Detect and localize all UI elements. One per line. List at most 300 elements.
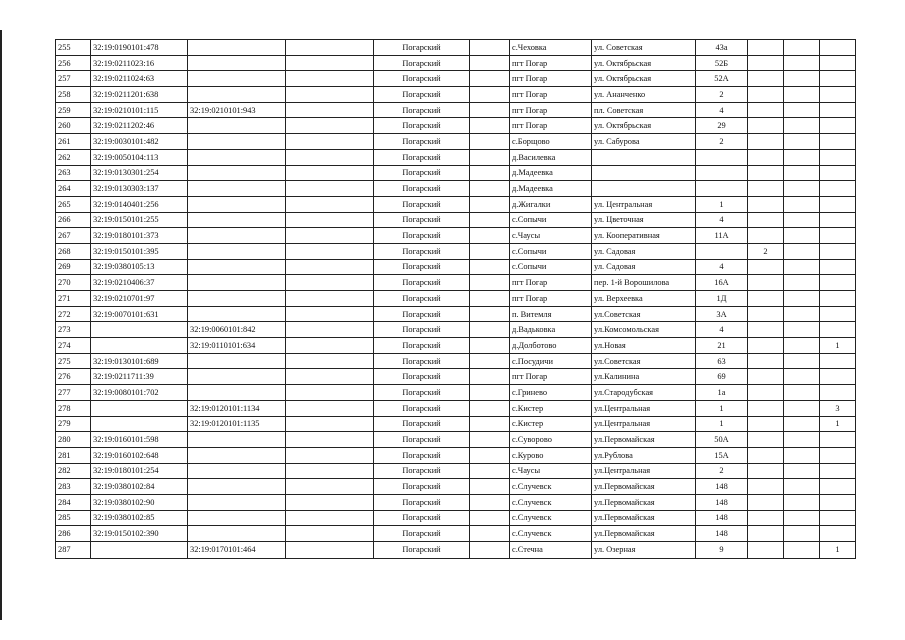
row-number-cell: 264 [56,181,91,197]
count-cell-c [820,494,856,510]
table-row [56,306,856,322]
empty-cell [470,322,510,338]
district-cell: Погарский [374,510,470,526]
cadastral-number-cell: 32:19:0211711:39 [91,369,188,385]
cadastral-number-alt-cell [188,118,286,134]
count-cell-b [784,228,820,244]
count-cell-b [784,306,820,322]
row-number-cell: 263 [56,165,91,181]
table-row [56,369,856,385]
table-row [56,385,856,401]
count-cell-a [748,369,784,385]
settlement-cell: с.Суворово [510,432,592,448]
settlement-cell: с.Кистер [510,416,592,432]
house-number-cell [696,165,748,181]
empty-cell [470,526,510,542]
table-body [56,40,856,559]
count-cell-b [784,291,820,307]
settlement-cell: с.Сопычи [510,212,592,228]
empty-cell [286,259,374,275]
house-number-cell: 16А [696,275,748,291]
empty-cell [470,385,510,401]
empty-cell [470,134,510,150]
count-cell-a [748,196,784,212]
settlement-cell: с.Гринево [510,385,592,401]
cadastral-number-alt-cell [188,40,286,56]
cadastral-number-alt-cell [188,275,286,291]
district-cell: Погарский [374,165,470,181]
count-cell-c [820,510,856,526]
count-cell-c [820,322,856,338]
settlement-cell: п. Витемля [510,306,592,322]
street-cell: ул.Советская [592,306,696,322]
count-cell-a [748,275,784,291]
row-number-cell: 282 [56,463,91,479]
table-row [56,196,856,212]
settlement-cell: с.Стечна [510,542,592,559]
count-cell-b [784,243,820,259]
empty-cell [470,165,510,181]
cadastral-number-alt-cell [188,510,286,526]
house-number-cell: 3А [696,306,748,322]
empty-cell [286,243,374,259]
street-cell: пл. Советская [592,102,696,118]
empty-cell [286,322,374,338]
house-number-cell: 52Б [696,55,748,71]
cadastral-number-alt-cell [188,526,286,542]
house-number-cell: 148 [696,479,748,495]
row-number-cell: 275 [56,353,91,369]
count-cell-b [784,479,820,495]
house-number-cell: 1 [696,416,748,432]
count-cell-c [820,353,856,369]
empty-cell [470,71,510,87]
count-cell-c [820,118,856,134]
table-row [56,338,856,354]
settlement-cell: д.Василевка [510,149,592,165]
street-cell: ул.Стародубская [592,385,696,401]
cadastral-number-cell: 32:19:0150101:395 [91,243,188,259]
row-number-cell: 256 [56,55,91,71]
cadastral-number-alt-cell [188,87,286,103]
empty-cell [286,306,374,322]
count-cell-c: 1 [820,338,856,354]
house-number-cell: 1 [696,196,748,212]
empty-cell [470,40,510,56]
district-cell: Погарский [374,447,470,463]
empty-cell [470,510,510,526]
street-cell: ул. Садовая [592,243,696,259]
empty-cell [286,400,374,416]
street-cell [592,181,696,197]
district-cell: Погарский [374,494,470,510]
table-row [56,542,856,559]
district-cell: Погарский [374,291,470,307]
cadastral-number-cell: 32:19:0140401:256 [91,196,188,212]
table-row [56,432,856,448]
row-number-cell: 260 [56,118,91,134]
count-cell-a [748,40,784,56]
district-cell: Погарский [374,102,470,118]
row-number-cell: 285 [56,510,91,526]
row-number-cell: 259 [56,102,91,118]
empty-cell [470,416,510,432]
table-row [56,275,856,291]
count-cell-a [748,102,784,118]
count-cell-a [748,259,784,275]
house-number-cell [696,181,748,197]
house-number-cell: 2 [696,134,748,150]
count-cell-c [820,228,856,244]
empty-cell [286,87,374,103]
count-cell-c [820,463,856,479]
count-cell-b [784,526,820,542]
house-number-cell: 29 [696,118,748,134]
cadastral-number-alt-cell [188,479,286,495]
district-cell: Погарский [374,463,470,479]
empty-cell [286,494,374,510]
table-row [56,259,856,275]
empty-cell [286,369,374,385]
count-cell-a [748,416,784,432]
table-row [56,165,856,181]
empty-cell [286,510,374,526]
row-number-cell: 273 [56,322,91,338]
cadastral-number-alt-cell [188,55,286,71]
count-cell-b [784,259,820,275]
empty-cell [470,306,510,322]
cadastral-number-cell [91,542,188,559]
empty-cell [286,228,374,244]
cadastral-number-alt-cell [188,447,286,463]
empty-cell [286,102,374,118]
cadastral-number-alt-cell [188,196,286,212]
empty-cell [286,416,374,432]
house-number-cell: 1а [696,385,748,401]
empty-cell [470,338,510,354]
count-cell-c [820,196,856,212]
row-number-cell: 286 [56,526,91,542]
empty-cell [470,212,510,228]
district-cell: Погарский [374,212,470,228]
settlement-cell: пгт Погар [510,71,592,87]
table-row [56,416,856,432]
count-cell-b [784,102,820,118]
settlement-cell: пгт Погар [510,87,592,103]
street-cell: ул. Кооперативная [592,228,696,244]
cadastral-number-cell: 32:19:0130303:137 [91,181,188,197]
count-cell-b [784,71,820,87]
row-number-cell: 271 [56,291,91,307]
count-cell-c: 1 [820,542,856,559]
count-cell-a [748,353,784,369]
cadastral-number-alt-cell [188,149,286,165]
cadastral-number-alt-cell [188,259,286,275]
cadastral-number-alt-cell: 32:19:0110101:634 [188,338,286,354]
count-cell-c [820,165,856,181]
cadastral-number-alt-cell [188,243,286,259]
count-cell-a [748,494,784,510]
district-cell: Погарский [374,306,470,322]
row-number-cell: 267 [56,228,91,244]
district-cell: Погарский [374,369,470,385]
street-cell: ул.Первомайская [592,526,696,542]
count-cell-b [784,542,820,559]
count-cell-a [748,71,784,87]
count-cell-c [820,385,856,401]
district-cell: Погарский [374,275,470,291]
street-cell: ул.Центральная [592,400,696,416]
house-number-cell: 50А [696,432,748,448]
row-number-cell: 269 [56,259,91,275]
street-cell [592,165,696,181]
empty-cell [286,181,374,197]
cadastral-number-alt-cell [188,134,286,150]
count-cell-a [748,87,784,103]
empty-cell [470,102,510,118]
row-number-cell: 274 [56,338,91,354]
count-cell-a [748,463,784,479]
empty-cell [470,149,510,165]
count-cell-a [748,510,784,526]
count-cell-b [784,416,820,432]
cadastral-number-alt-cell [188,369,286,385]
cadastral-number-alt-cell [188,463,286,479]
cadastral-number-cell: 32:19:0211202:46 [91,118,188,134]
count-cell-c [820,432,856,448]
table-row [56,322,856,338]
cadastral-number-cell: 32:19:0070101:631 [91,306,188,322]
count-cell-c [820,181,856,197]
count-cell-b [784,338,820,354]
table-row [56,463,856,479]
cadastral-number-cell: 32:19:0210101:115 [91,102,188,118]
house-number-cell: 21 [696,338,748,354]
table-row [56,40,856,56]
street-cell: ул.Первомайская [592,494,696,510]
count-cell-c [820,259,856,275]
row-number-cell: 262 [56,149,91,165]
cadastral-number-cell: 32:19:0380102:90 [91,494,188,510]
cadastral-number-cell [91,338,188,354]
house-number-cell: 4 [696,322,748,338]
table-row [56,400,856,416]
count-cell-b [784,87,820,103]
empty-cell [470,479,510,495]
street-cell: ул. Центральная [592,196,696,212]
table-row [56,212,856,228]
count-cell-b [784,55,820,71]
row-number-cell: 276 [56,369,91,385]
empty-cell [470,259,510,275]
settlement-cell: с.Случевск [510,494,592,510]
count-cell-c [820,134,856,150]
count-cell-b [784,494,820,510]
street-cell: ул. Цветочная [592,212,696,228]
street-cell: ул. Сабурова [592,134,696,150]
settlement-cell: пгт Погар [510,118,592,134]
row-number-cell: 272 [56,306,91,322]
cadastral-number-cell [91,400,188,416]
street-cell: ул.Центральная [592,416,696,432]
street-cell: ул. Ананченко [592,87,696,103]
count-cell-c [820,102,856,118]
count-cell-c: 3 [820,400,856,416]
empty-cell [470,494,510,510]
empty-cell [470,463,510,479]
empty-cell [286,542,374,559]
count-cell-b [784,369,820,385]
empty-cell [286,291,374,307]
district-cell: Погарский [374,87,470,103]
count-cell-a [748,338,784,354]
street-cell: ул. Озерная [592,542,696,559]
cadastral-number-alt-cell [188,494,286,510]
street-cell [592,149,696,165]
count-cell-b [784,510,820,526]
table-row [56,228,856,244]
district-cell: Погарский [374,322,470,338]
district-cell: Погарский [374,181,470,197]
settlement-cell: пгт Погар [510,291,592,307]
table-row [56,149,856,165]
district-cell: Погарский [374,259,470,275]
empty-cell [286,463,374,479]
count-cell-c [820,71,856,87]
settlement-cell: д.Мадеевка [510,165,592,181]
count-cell-b [784,275,820,291]
property-registry-table [55,39,856,559]
count-cell-b [784,463,820,479]
empty-cell [470,228,510,244]
empty-cell [286,165,374,181]
count-cell-b [784,322,820,338]
district-cell: Погарский [374,196,470,212]
row-number-cell: 270 [56,275,91,291]
row-number-cell: 257 [56,71,91,87]
district-cell: Погарский [374,55,470,71]
count-cell-b [784,432,820,448]
empty-cell [286,353,374,369]
count-cell-c [820,149,856,165]
table-row [56,479,856,495]
house-number-cell: 63 [696,353,748,369]
count-cell-a [748,165,784,181]
empty-cell [470,353,510,369]
count-cell-c [820,40,856,56]
district-cell: Погарский [374,40,470,56]
empty-cell [286,447,374,463]
district-cell: Погарский [374,416,470,432]
cadastral-number-alt-cell [188,71,286,87]
count-cell-c: 1 [820,416,856,432]
settlement-cell: с.Случевск [510,526,592,542]
table-row [56,55,856,71]
table-row [56,353,856,369]
cadastral-number-alt-cell [188,432,286,448]
cadastral-number-cell: 32:19:0180101:254 [91,463,188,479]
cadastral-number-cell: 32:19:0211024:63 [91,71,188,87]
cadastral-number-cell: 32:19:0210701:97 [91,291,188,307]
empty-cell [286,118,374,134]
settlement-cell: пгт Погар [510,102,592,118]
house-number-cell: 4 [696,102,748,118]
settlement-cell: д.Вадьковка [510,322,592,338]
count-cell-b [784,149,820,165]
count-cell-c [820,447,856,463]
cadastral-number-cell: 32:19:0380102:85 [91,510,188,526]
row-number-cell: 284 [56,494,91,510]
cadastral-number-cell: 32:19:0080101:702 [91,385,188,401]
district-cell: Погарский [374,338,470,354]
count-cell-b [784,181,820,197]
settlement-cell: с.Сопычи [510,243,592,259]
house-number-cell: 1 [696,400,748,416]
street-cell: ул. Верхеевка [592,291,696,307]
cadastral-number-cell: 32:19:0211023:16 [91,55,188,71]
count-cell-b [784,400,820,416]
row-number-cell: 281 [56,447,91,463]
empty-cell [286,432,374,448]
settlement-cell: с.Сопычи [510,259,592,275]
count-cell-a [748,479,784,495]
empty-cell [286,338,374,354]
street-cell: ул. Садовая [592,259,696,275]
settlement-cell: с.Чаусы [510,228,592,244]
count-cell-b [784,165,820,181]
empty-cell [470,275,510,291]
empty-cell [470,243,510,259]
count-cell-b [784,118,820,134]
house-number-cell: 52А [696,71,748,87]
settlement-cell: с.Курово [510,447,592,463]
table-row [56,118,856,134]
count-cell-c [820,291,856,307]
count-cell-c [820,479,856,495]
street-cell: ул.Новая [592,338,696,354]
house-number-cell: 1Д [696,291,748,307]
street-cell: ул.Рублова [592,447,696,463]
count-cell-a [748,228,784,244]
cadastral-number-cell: 32:19:0160102:648 [91,447,188,463]
table-row [56,243,856,259]
street-cell: ул. Советская [592,40,696,56]
street-cell: ул.Центральная [592,463,696,479]
cadastral-number-alt-cell [188,353,286,369]
table-row [56,510,856,526]
empty-cell [286,479,374,495]
empty-cell [286,149,374,165]
row-number-cell: 283 [56,479,91,495]
count-cell-c [820,55,856,71]
settlement-cell: д.Долботово [510,338,592,354]
cadastral-number-cell: 32:19:0150101:255 [91,212,188,228]
cadastral-number-cell: 32:19:0150102:390 [91,526,188,542]
cadastral-number-cell: 32:19:0380105:13 [91,259,188,275]
street-cell: ул.Советская [592,353,696,369]
empty-cell [286,526,374,542]
table-row [56,71,856,87]
settlement-cell: с.Кистер [510,400,592,416]
count-cell-b [784,40,820,56]
district-cell: Погарский [374,526,470,542]
cadastral-number-alt-cell: 32:19:0120101:1134 [188,400,286,416]
empty-cell [470,181,510,197]
cadastral-number-alt-cell [188,291,286,307]
house-number-cell [696,149,748,165]
district-cell: Погарский [374,118,470,134]
house-number-cell: 4 [696,259,748,275]
